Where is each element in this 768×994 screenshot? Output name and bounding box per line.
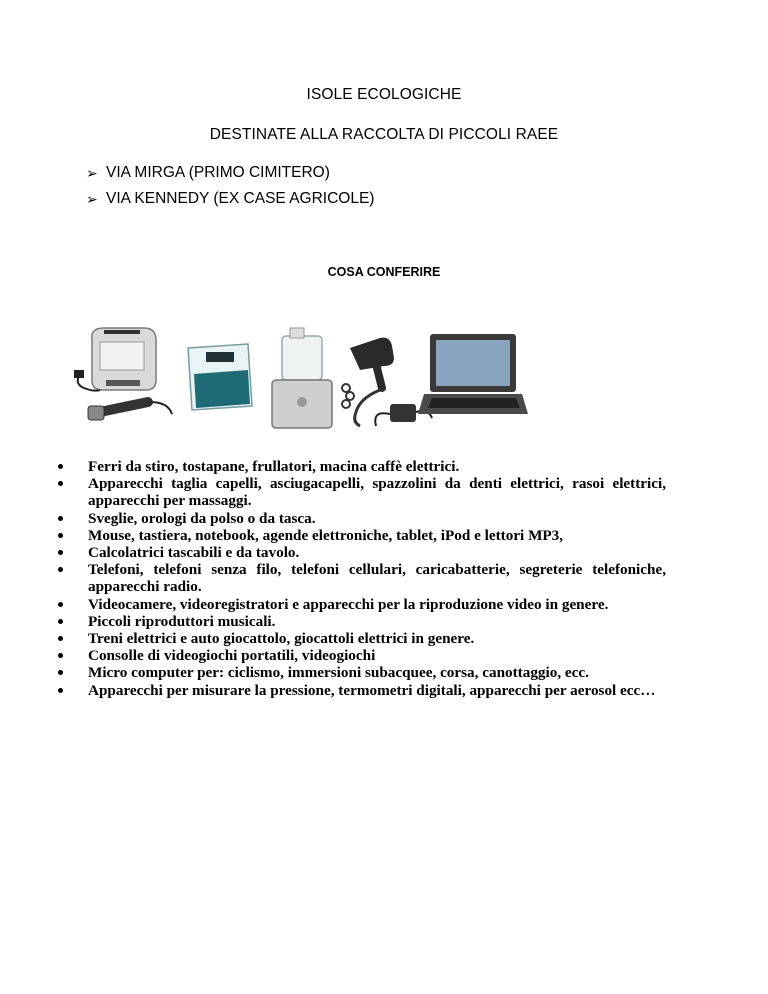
bullet-icon [58, 602, 63, 607]
page-title: ISOLE ECOLOGICHE [306, 86, 462, 103]
electric-shaver-icon [88, 402, 172, 420]
bullet-icon [58, 533, 63, 538]
list-item: Telefoni, telefoni senza filo, telefoni cellulari, caricabatterie, segreterie telefoniche, apparecchi radio. [58, 561, 666, 595]
list-item: Micro computer per: ciclismo, immersioni subacquee, corsa, canottaggio, ecc. [58, 664, 666, 681]
bullet-icon [58, 567, 63, 572]
location-item [86, 186, 374, 212]
bullet-icon [58, 464, 63, 469]
list-item: Videocamere, videoregistratori e apparecchi per la riproduzione video in genere. [58, 596, 666, 613]
list-item: Ferri da stiro, tostapane, frullatori, macina caffè elettrici. [58, 458, 666, 475]
toaster-icon [74, 328, 156, 391]
laptop-icon [418, 334, 528, 414]
page-subtitle: DESTINATE ALLA RACCOLTA DI PICCOLI RAEE [209, 126, 559, 143]
bullet-icon [58, 619, 63, 624]
list-item: Piccoli riproduttori musicali. [58, 613, 666, 630]
bathroom-scale-icon [188, 344, 252, 410]
section-title: COSA CONFERIRE [327, 265, 441, 279]
location-item [86, 160, 374, 186]
arrow-bullet-icon: ➢ [86, 191, 98, 207]
bullet-icon [58, 688, 63, 693]
bullet-icon [58, 636, 63, 641]
location-list [86, 160, 374, 212]
list-item: Calcolatrici tascabili e da tavolo. [58, 544, 666, 561]
list-item: Sveglie, orologi da polso o da tasca. [58, 510, 666, 527]
list-item: Mouse, tastiera, notebook, agende elettroniche, tablet, iPod e lettori MP3, [58, 527, 666, 544]
list-item: Apparecchi per misurare la pressione, termometri digitali, apparecchi per aerosol ecc… [58, 682, 666, 699]
list-item: Treni elettrici e auto giocattolo, giocattoli elettrici in genere. [58, 630, 666, 647]
location-label: VIA MIRGA (PRIMO CIMITERO) [106, 164, 330, 181]
accepted-items-list [58, 458, 666, 699]
bullet-icon [58, 481, 63, 486]
food-processor-icon [272, 328, 332, 428]
list-item: Consolle di videogiochi portatili, videogiochi [58, 647, 666, 664]
appliances-illustration [60, 318, 530, 438]
bullet-icon [58, 550, 63, 555]
bullet-icon [58, 653, 63, 658]
bullet-icon [58, 516, 63, 521]
location-label: VIA KENNEDY (EX CASE AGRICOLE) [106, 190, 375, 207]
list-item: Apparecchi taglia capelli, asciugacapelli, spazzolini da denti elettrici, rasoi elettrici, apparecchi per massaggi. [58, 475, 666, 509]
bullet-icon [58, 670, 63, 675]
arrow-bullet-icon: ➢ [86, 165, 98, 181]
